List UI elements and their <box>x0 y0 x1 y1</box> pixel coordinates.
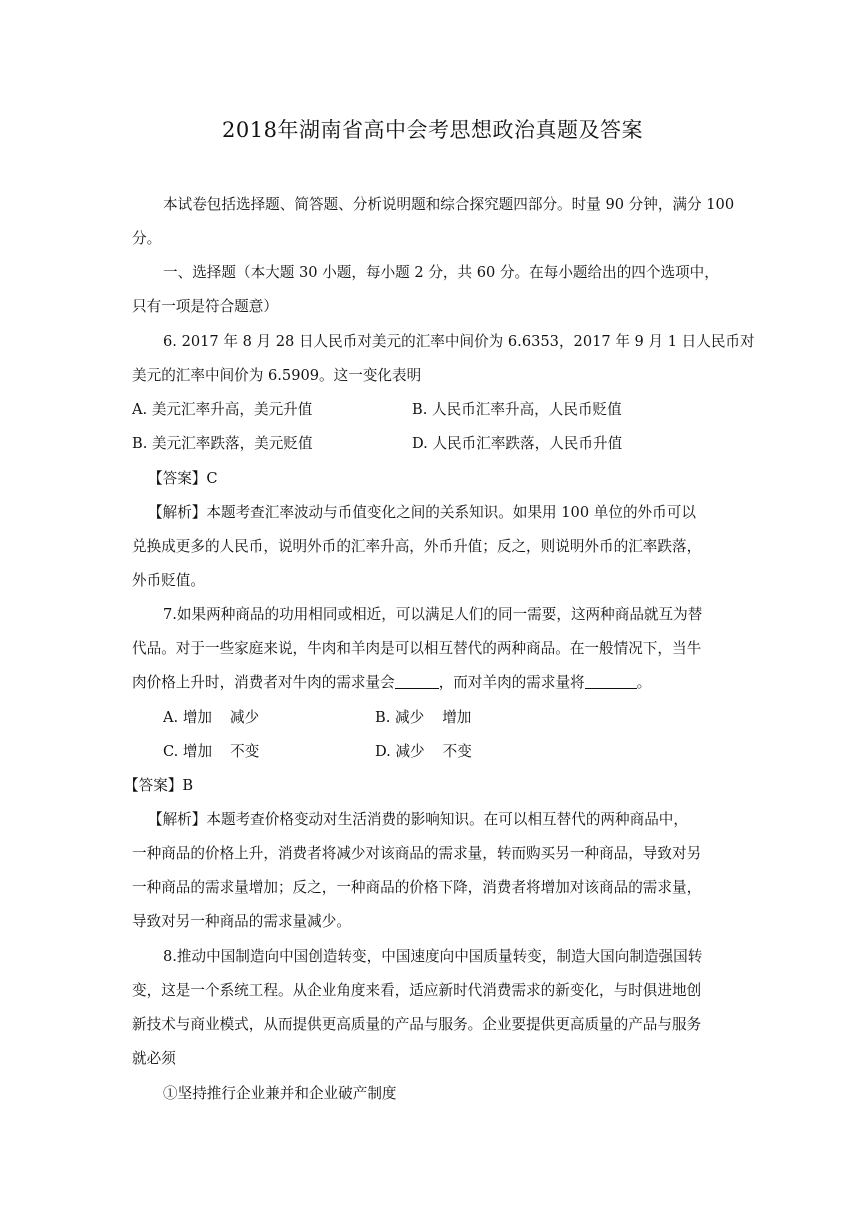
q7-option-d-label: D. 减少 <box>375 743 425 760</box>
q7-option-a-label: A. 增加 <box>163 709 213 726</box>
q7-option-d <box>375 740 472 761</box>
q6-option-b: B. 人民币汇率升高，人民币贬值 <box>412 401 622 418</box>
page-title: 2018年湖南省高中会考思想政治真题及答案 <box>222 118 643 142</box>
q8-stem-line-3: 新技术与商业模式，从而提供更高质量的产品与服务。企业要提供更高质量的产品与服务 <box>132 1016 702 1033</box>
q7-option-a-value: 减少 <box>230 709 260 726</box>
q7-option-d-value: 不变 <box>442 743 472 760</box>
q8-stem-line-4: 就必须 <box>132 1050 176 1067</box>
q7-analysis-line-3: 一种商品的需求量增加；反之，一种商品的价格下降，消费者将增加对该商品的需求量， <box>132 879 702 896</box>
q8-stem-line-1: 8.推动中国制造向中国创造转变，中国速度向中国质量转变，制造大国向制造强国转 <box>163 948 703 965</box>
q7-option-a <box>163 706 259 727</box>
q7-blank-1 <box>395 674 439 689</box>
q7-analysis-line-1: 【解析】本题考查价格变动对生活消费的影响知识。在可以相互替代的两种商品中， <box>148 811 688 828</box>
q7-stem-line-3 <box>132 671 651 692</box>
q6-analysis-line-2: 兑换成更多的人民币，说明外币的汇率升高，外币升值；反之，则说明外币的汇率跌落， <box>132 538 702 555</box>
q7-stem-line-2: 代品。对于一些家庭来说，牛肉和羊肉是可以相互替代的两种商品。在一般情况下，当牛 <box>132 640 702 657</box>
q8-item-1: ①坚持推行企业兼并和企业破产制度 <box>163 1085 397 1102</box>
q7-stem-text-a: 肉价格上升时，消费者对牛肉的需求量会 <box>132 674 395 691</box>
q7-analysis-line-4: 导致对另一种商品的需求量减少。 <box>132 913 351 930</box>
q6-option-d: D. 人民币汇率跌落，人民币升值 <box>412 435 623 452</box>
q7-blank-2 <box>585 674 637 689</box>
q6-stem-line-2: 美元的汇率中间价为 6.5909。这一变化表明 <box>132 367 422 384</box>
q6-stem-line-1: 6. 2017 年 8 月 28 日人民币对美元的汇率中间价为 6.6353，2017 年 9 月 1 日人民币对 <box>163 333 755 350</box>
q7-stem-line-1: 7.如果两种商品的功用相同或相近，可以满足人们的同一需要，这两种商品就互为替 <box>163 606 703 623</box>
intro-line-1: 本试卷包括选择题、简答题、分析说明题和综合探究题四部分。时量 90 分钟，满分 100 <box>163 196 735 213</box>
q6-analysis-line-1: 【解析】本题考查汇率波动与币值变化之间的关系知识。如果用 100 单位的外币可以 <box>148 504 696 521</box>
q6-analysis-line-3: 外币贬值。 <box>132 572 205 589</box>
section-heading-line-2: 只有一项是符合题意） <box>132 298 278 315</box>
q7-stem-text-c: 。 <box>636 674 652 691</box>
q7-option-c-label: C. 增加 <box>163 743 213 760</box>
intro-line-2: 分。 <box>132 230 162 247</box>
q7-answer: 【答案】B <box>124 777 194 794</box>
q8-stem-line-2: 变，这是一个系统工程。从企业角度来看，适应新时代消费需求的新变化，与时俱进地创 <box>132 982 702 999</box>
q6-answer: 【答案】C <box>148 470 218 487</box>
section-heading-line-1: 一、选择题（本大题 30 小题，每小题 2 分，共 60 分。在每小题给出的四个选项中， <box>163 264 719 281</box>
q7-analysis-line-2: 一种商品的价格上升，消费者将减少对该商品的需求量，转而购买另一种商品，导致对另 <box>132 845 702 862</box>
q6-option-c: B. 美元汇率跌落，美元贬值 <box>132 435 313 452</box>
q7-option-b-label: B. 减少 <box>375 709 425 726</box>
q7-option-c-value: 不变 <box>230 743 260 760</box>
q6-option-a: A. 美元汇率升高，美元升值 <box>132 401 313 418</box>
q7-option-b <box>375 706 471 727</box>
q7-option-c <box>163 740 259 761</box>
q7-stem-text-b: ，而对羊肉的需求量将 <box>438 674 585 691</box>
q7-option-b-value: 增加 <box>442 709 472 726</box>
